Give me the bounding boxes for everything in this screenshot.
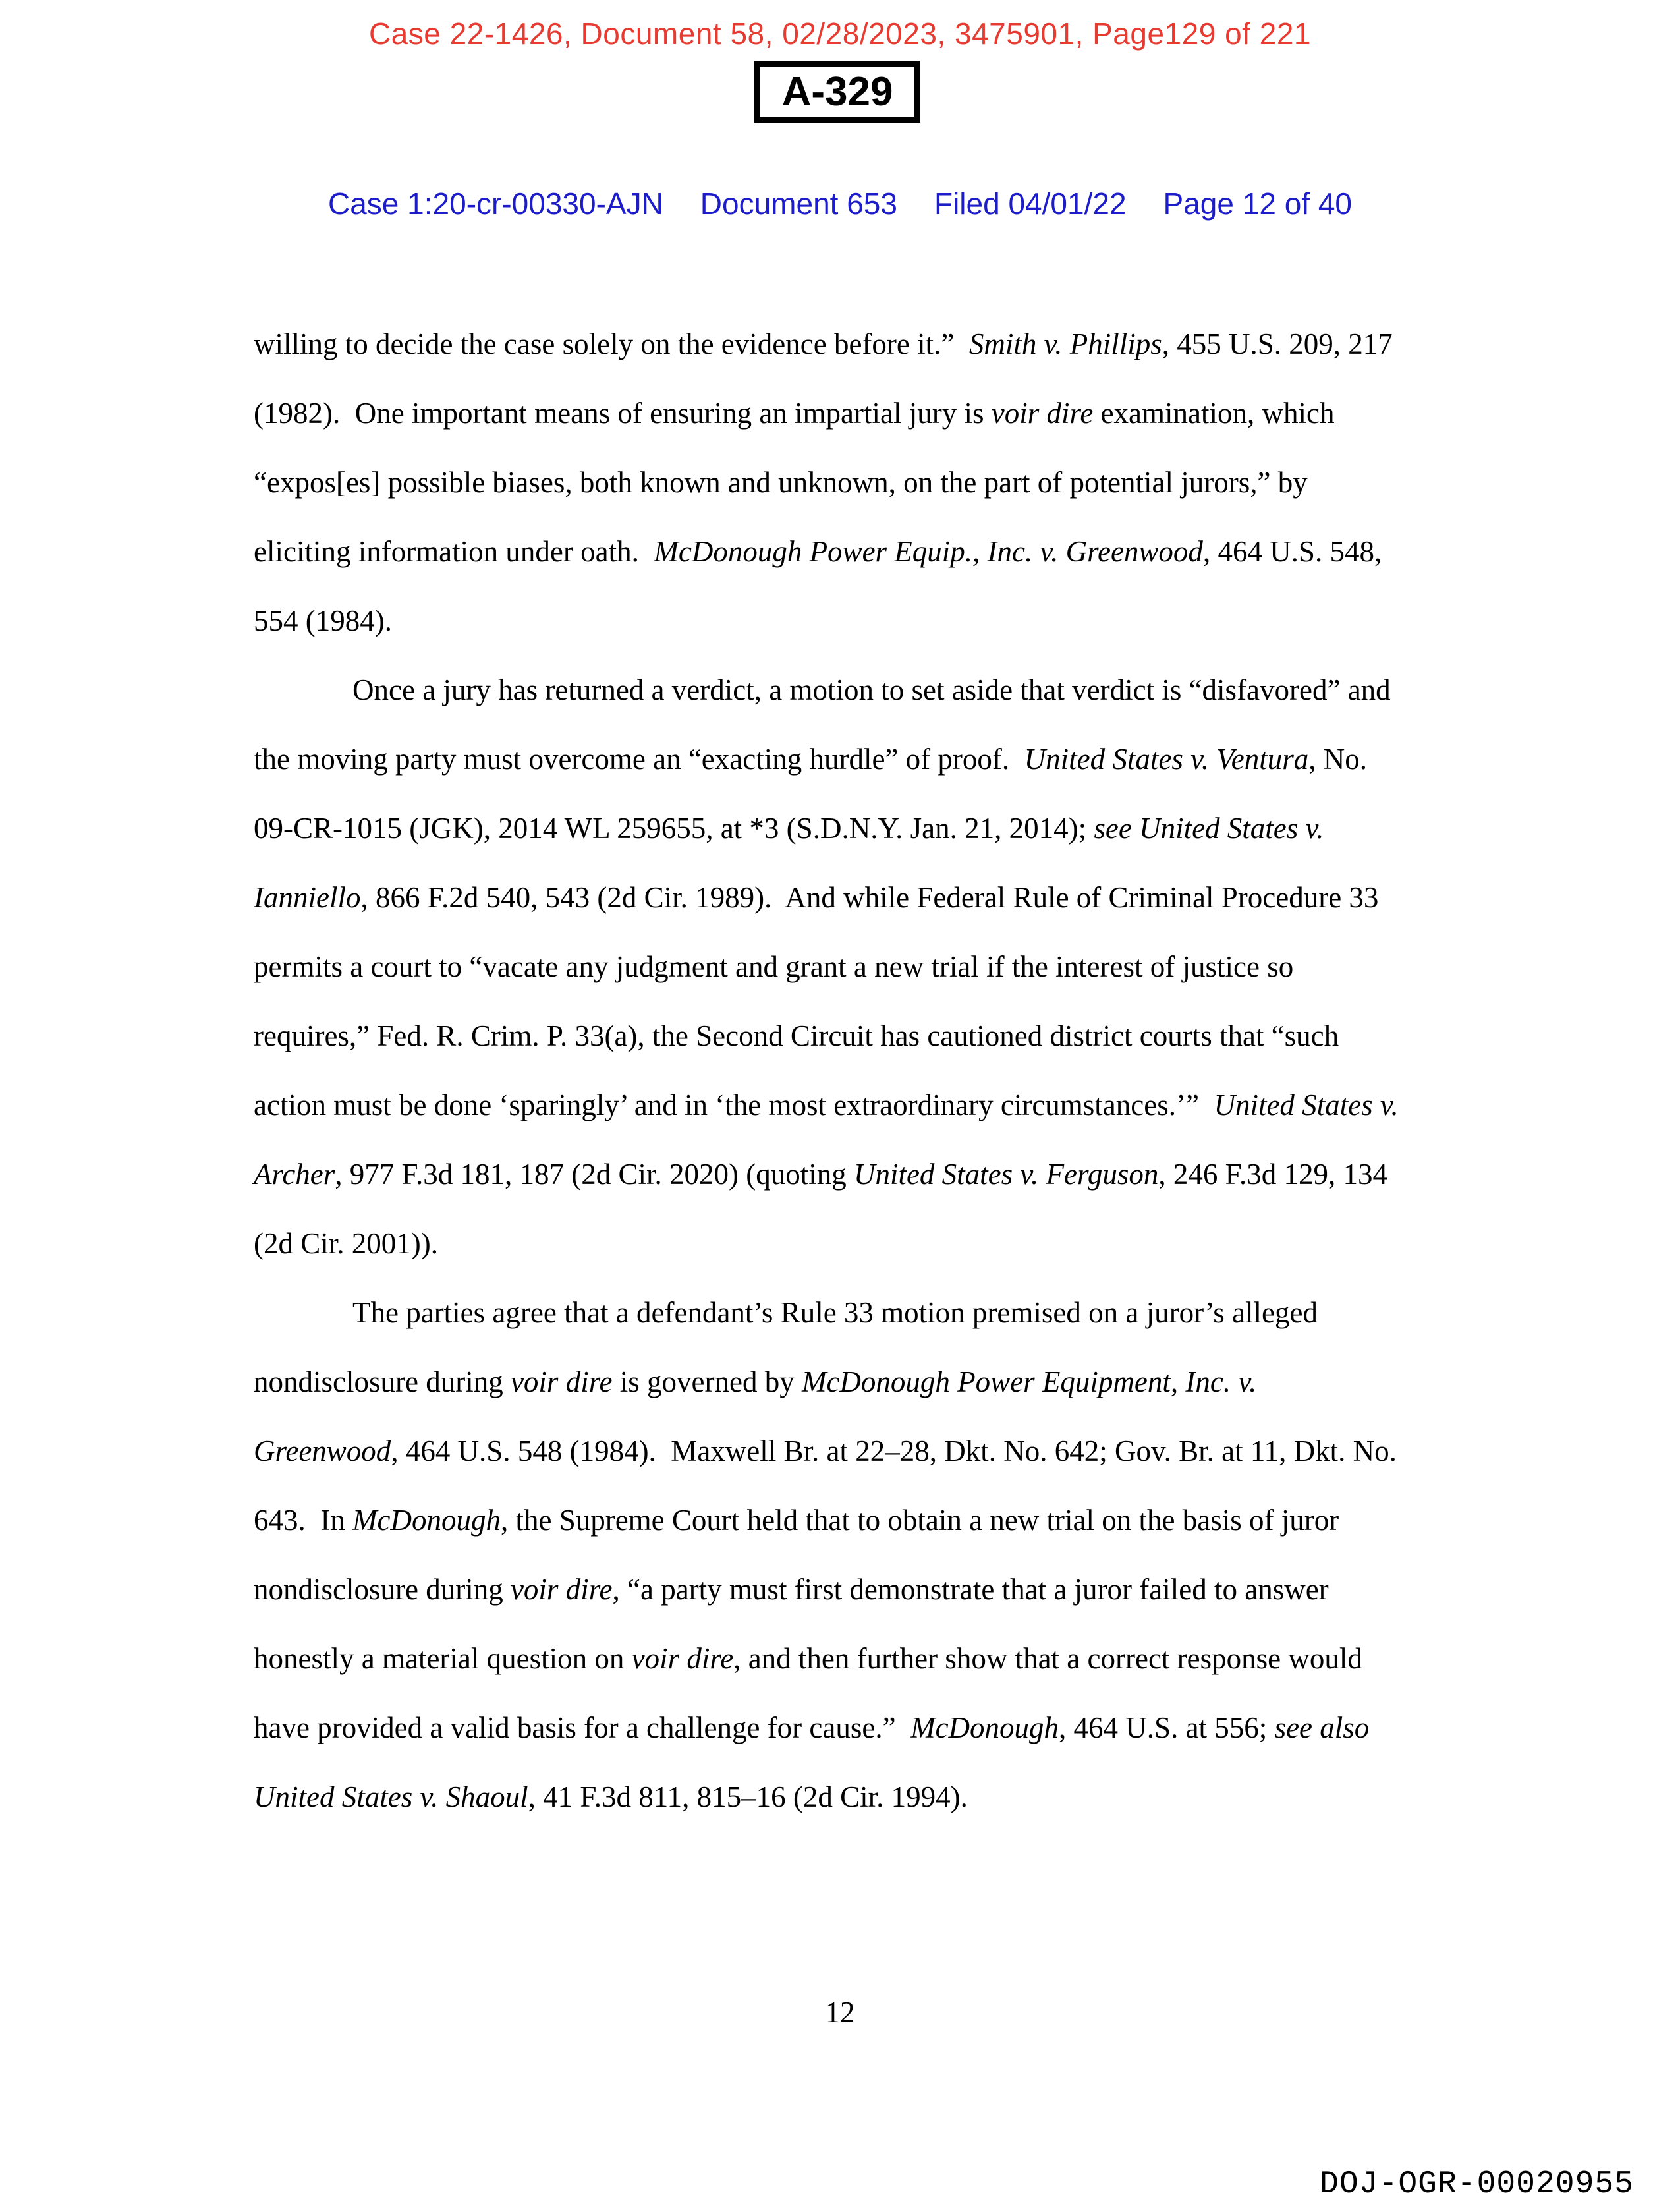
body-text-run: The parties agree that a defendant’s Rule 33 motion premised on a juror’s alleged: [352, 1296, 1318, 1329]
text-line: [254, 1555, 1400, 1624]
district-stamp-segment: Document 653: [700, 186, 897, 221]
body-text-run: honestly a material question on: [254, 1642, 632, 1675]
text-line: [254, 863, 1400, 932]
body-text-run: , No.: [1308, 743, 1367, 776]
text-line: [254, 1071, 1400, 1140]
district-court-stamp: [0, 186, 1680, 221]
bates-stamp: DOJ-OGR-00020955: [1320, 2167, 1634, 2202]
case-citation-text: see also: [1274, 1711, 1370, 1744]
body-text-run: , and then further show that a correct response would: [733, 1642, 1362, 1675]
text-line: [254, 1347, 1400, 1417]
body-text-run: , “a party must first demonstrate that a juror failed to answer: [612, 1573, 1329, 1606]
text-line: [254, 794, 1400, 863]
body-text-run: , 464 U.S. 548,: [1202, 535, 1382, 568]
body-text-run: , 866 F.2d 540, 543 (2d Cir. 1989). And while Federal Rule of Criminal Procedure 33: [360, 881, 1379, 914]
text-line: [254, 1209, 1400, 1278]
opinion-body: [254, 310, 1400, 1832]
body-text-run: have provided a valid basis for a challenge for cause.”: [254, 1711, 911, 1744]
body-text-run: “expos[es] possible biases, both known and unknown, on the part of potential jurors,” by: [254, 466, 1308, 499]
case-citation-text: McDonough: [910, 1711, 1059, 1744]
text-line: [254, 656, 1400, 725]
text-line: [254, 517, 1400, 586]
case-citation-text: United States v. Shaoul: [254, 1780, 528, 1813]
case-citation-text: see United States v.: [1094, 812, 1324, 845]
body-text-run: the moving party must overcome an “exacting hurdle” of proof.: [254, 743, 1024, 776]
body-text-run: permits a court to “vacate any judgment and grant a new trial if the interest of justice so: [254, 950, 1294, 983]
appeals-court-stamp: Case 22-1426, Document 58, 02/28/2023, 3475901, Page129 of 221: [369, 16, 1311, 51]
text-line: [254, 1002, 1400, 1071]
body-text-run: requires,” Fed. R. Crim. P. 33(a), the Second Circuit has cautioned district courts that “such: [254, 1019, 1339, 1052]
case-citation-text: United States v.: [1214, 1089, 1399, 1121]
body-text-run: , the Supreme Court held that to obtain a new trial on the basis of juror: [500, 1504, 1339, 1537]
body-text-run: , 464 U.S. 548 (1984). Maxwell Br. at 22–28, Dkt. No. 642; Gov. Br. at 11, Dkt. No.: [391, 1434, 1397, 1467]
case-citation-text: McDonough Power Equipment, Inc. v.: [801, 1365, 1257, 1398]
body-text-run: nondisclosure during: [254, 1573, 511, 1606]
text-line: [254, 1624, 1400, 1693]
body-text-run: (1982). One important means of ensuring an impartial jury is: [254, 397, 992, 430]
body-text-run: 09-CR-1015 (JGK), 2014 WL 259655, at *3 (S.D.N.Y. Jan. 21, 2014);: [254, 812, 1094, 845]
appendix-page-label-box: [754, 61, 920, 123]
case-citation-text: Archer: [254, 1158, 335, 1191]
text-line: [254, 1417, 1400, 1486]
appendix-page-label: A-329: [781, 69, 893, 115]
body-text-run: is governed by: [612, 1365, 802, 1398]
text-line: [254, 586, 1400, 656]
case-citation-text: voir dire: [991, 397, 1094, 430]
text-line: [254, 1693, 1400, 1763]
district-stamp-segment: Case 1:20-cr-00330-AJN: [328, 186, 663, 221]
case-citation-text: voir dire: [510, 1573, 613, 1606]
text-line: [254, 932, 1400, 1002]
body-text-run: , 246 F.3d 129, 134: [1158, 1158, 1388, 1191]
body-text-run: nondisclosure during: [254, 1365, 511, 1398]
text-line: [254, 448, 1400, 517]
case-citation-text: voir dire: [631, 1642, 734, 1675]
case-citation-text: voir dire: [510, 1365, 613, 1398]
district-stamp-segment: Page 12 of 40: [1163, 186, 1352, 221]
paragraph: [254, 656, 1400, 1278]
case-citation-text: United States v. Ventura: [1024, 743, 1309, 776]
body-text-run: action must be done ‘sparingly’ and in ‘the most extraordinary circumstances.’”: [254, 1089, 1214, 1121]
body-text-run: , 977 F.3d 181, 187 (2d Cir. 2020) (quoting: [335, 1158, 854, 1191]
case-citation-text: Smith v. Phillips: [968, 327, 1162, 360]
text-line: [254, 1140, 1400, 1209]
paragraph: [254, 1278, 1400, 1832]
body-text-run: 643. In: [254, 1504, 352, 1537]
text-line: [254, 1278, 1400, 1347]
case-citation-text: Ianniello: [254, 881, 361, 914]
case-citation-text: McDonough Power Equip., Inc. v. Greenwood: [654, 535, 1203, 568]
page-number: 12: [825, 1996, 855, 2029]
body-text-run: Once a jury has returned a verdict, a motion to set aside that verdict is “disfavored” and: [352, 673, 1391, 706]
case-citation-text: McDonough: [352, 1504, 501, 1537]
text-line: [254, 379, 1400, 448]
text-line: [254, 1486, 1400, 1555]
text-line: [254, 725, 1400, 794]
paragraph: [254, 310, 1400, 656]
body-text-run: (2d Cir. 2001)).: [254, 1227, 438, 1260]
body-text-run: , 455 U.S. 209, 217: [1162, 327, 1393, 360]
body-text-run: , 41 F.3d 811, 815–16 (2d Cir. 1994).: [528, 1780, 968, 1813]
case-citation-text: United States v. Ferguson: [853, 1158, 1159, 1191]
body-text-run: eliciting information under oath.: [254, 535, 654, 568]
text-line: [254, 1763, 1400, 1832]
district-stamp-segment: Filed 04/01/22: [934, 186, 1127, 221]
body-text-run: , 464 U.S. at 556;: [1059, 1711, 1275, 1744]
body-text-run: willing to decide the case solely on the evidence before it.”: [254, 327, 969, 360]
body-text-run: examination, which: [1093, 397, 1335, 430]
case-citation-text: Greenwood: [254, 1434, 391, 1467]
text-line: [254, 310, 1400, 379]
body-text-run: 554 (1984).: [254, 604, 392, 637]
